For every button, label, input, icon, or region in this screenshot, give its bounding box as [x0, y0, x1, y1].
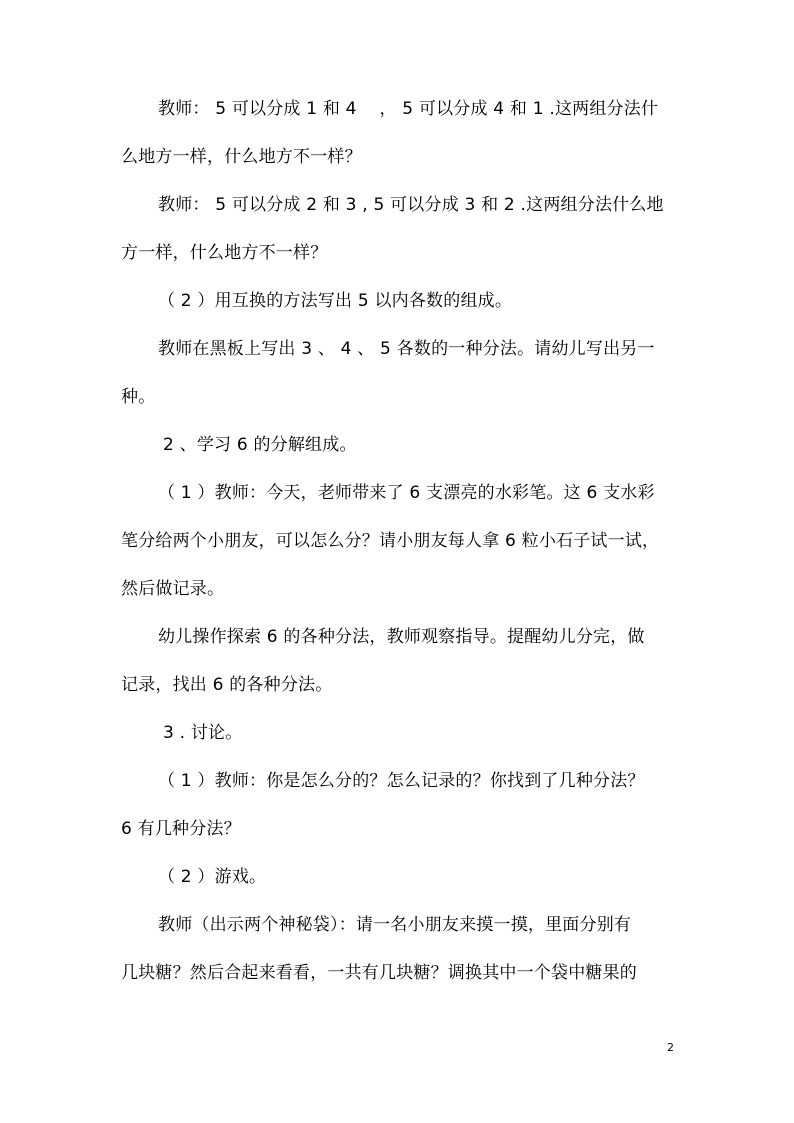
- paragraph-line: 幼儿操作探索 6 的各种分法，教师观察指导。提醒幼儿分完，做: [158, 627, 645, 647]
- paragraph-line: 教师： 5 可以分成 1 和 4 ， 5 可以分成 4 和 1 .这两组分法什: [158, 99, 659, 119]
- section-heading: 2 、学习 6 的分解组成。: [163, 435, 357, 455]
- paragraph-line: 然后做记录。: [121, 579, 225, 599]
- paragraph-line: （ 1 ）教师：你是怎么分的？怎么记录的？你找到了几种分法？: [158, 771, 645, 791]
- section-heading: 3 . 讨论。: [163, 723, 243, 743]
- paragraph-line: 教师在黑板上写出 3 、 4 、 5 各数的一种分法。请幼儿写出另一: [158, 339, 655, 359]
- paragraph-line: （ 2 ）游戏。: [158, 867, 267, 887]
- paragraph-line: 方一样，什么地方不一样？: [121, 243, 328, 263]
- paragraph-line: 教师： 5 可以分成 2 和 3 , 5 可以分成 3 和 2 .这两组分法什么地: [158, 195, 664, 215]
- paragraph-line: 记录，找出 6 的各种分法。: [121, 675, 333, 695]
- paragraph-line: （ 2 ）用互换的方法写出 5 以内各数的组成。: [158, 291, 513, 311]
- paragraph-line: 么地方一样，什么地方不一样？: [121, 147, 362, 167]
- paragraph-line: 几块糖？然后合起来看看，一共有几块糖？调换其中一个袋中糖果的: [121, 963, 637, 983]
- paragraph-line: 6 有几种分法？: [121, 819, 241, 839]
- paragraph-line: 笔分给两个小朋友，可以怎么分？请小朋友每人拿 6 粒小石子试一试，: [121, 531, 660, 551]
- paragraph-line: （ 1 ）教师：今天，老师带来了 6 支漂亮的水彩笔。这 6 支水彩: [158, 483, 655, 503]
- paragraph-line: 教师（出示两个神秘袋）：请一名小朋友来摸一摸，里面分别有: [158, 915, 632, 935]
- page-number: 2: [667, 1041, 674, 1054]
- paragraph-line: 种。: [121, 387, 156, 407]
